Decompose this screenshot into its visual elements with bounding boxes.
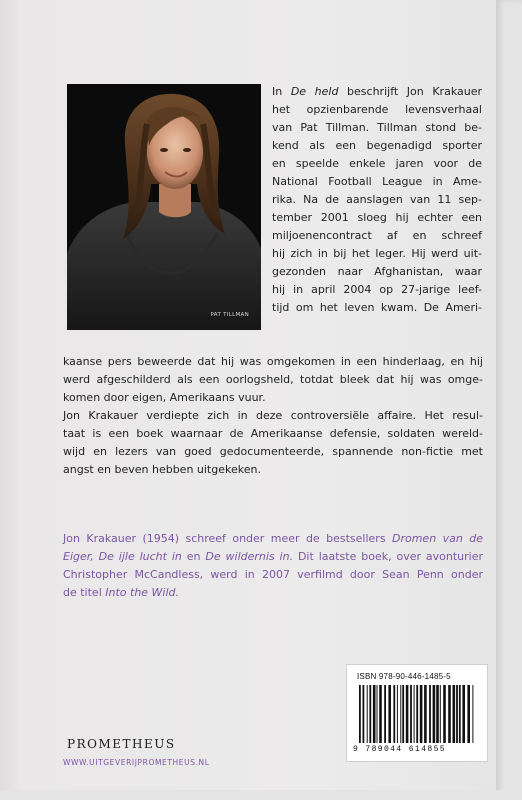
text-line: werd afgeschilderd als een oorlogsheld, totdat bleek dat hij was omge- — [63, 373, 483, 386]
text-line: taat is een boek waarnaar de Amerikaanse defensie, soldaten wereld- — [63, 427, 483, 440]
barcode-bar — [406, 685, 409, 743]
barcode-bar — [433, 685, 436, 743]
barcode-bar — [416, 685, 418, 743]
text-line: van Pat Tillman. Tillman stond be- — [272, 121, 482, 134]
barcode-bar — [359, 685, 361, 743]
text-line: National Football League in Ame- — [272, 175, 482, 188]
intro-paragraph-full-width — [63, 353, 483, 479]
barcode-bar — [459, 685, 461, 743]
author-line: Eiger, De ijle lucht in en De wildernis in. Dit laatste boek, over avonturier — [63, 550, 483, 563]
barcode-bar — [397, 685, 398, 743]
text-line: hij in april 2004 op 27-jarige leef- — [272, 283, 482, 296]
barcode-box — [346, 664, 488, 762]
barcode-bar — [377, 685, 378, 743]
portrait-illustration — [67, 84, 261, 330]
barcode-bar — [424, 685, 427, 743]
barcode-bar — [456, 685, 458, 743]
text-line: tijd om het leven kwam. De Ameri- — [272, 301, 482, 314]
barcode-bar — [400, 685, 401, 743]
barcode-bar — [420, 685, 423, 743]
text-line: hij zich in bij het leger. Hij werd uit- — [272, 247, 482, 260]
barcode-bar — [467, 685, 470, 743]
barcode-bar — [388, 685, 391, 743]
publisher-logo: PROMETHEUS — [67, 737, 176, 751]
barcode-bar — [472, 685, 473, 743]
barcode-bar — [448, 685, 451, 743]
author-bio — [63, 530, 483, 602]
text-line: en speelde enkele jaren voor de — [272, 157, 482, 170]
barcode-bar — [410, 685, 412, 743]
text-line: tember 2001 sloeg hij echter een — [272, 211, 482, 224]
barcode-number: 9 789044 614855 — [353, 745, 447, 754]
barcode-bar — [429, 685, 431, 743]
barcode-bar — [440, 685, 441, 743]
barcode-bar — [384, 685, 386, 743]
text-line: Jon Krakauer verdiepte zich in deze controversiële affaire. Het resul- — [63, 409, 483, 422]
text-line: miljoenencontract af en schreef — [272, 229, 482, 242]
text-line: angst en beven hebben uitgekeken. — [63, 463, 261, 476]
text-line: gezonden naar Afghanistan, waar — [272, 265, 482, 278]
author-subject-photo — [67, 84, 261, 330]
intro-paragraph-right-column — [272, 83, 482, 317]
barcode-bar — [373, 685, 376, 743]
page-edges-bottom — [0, 790, 522, 800]
text-line: kaanse pers beweerde dat hij was omgekomen in een hinderlaag, en hij — [63, 355, 483, 368]
photo-caption: PAT TILLMAN — [210, 312, 249, 318]
barcode-bar — [453, 685, 456, 743]
publisher-website: WWW.UITGEVERIJPROMETHEUS.NL — [63, 758, 210, 767]
author-line: Christopher McCandless, werd in 2007 verfilmd door Sean Penn onder — [63, 568, 483, 581]
barcode-bar — [379, 685, 382, 743]
barcode-bars — [359, 685, 475, 743]
barcode-bar — [369, 685, 371, 743]
barcode-bar — [363, 685, 365, 743]
isbn-label: ISBN 978-90-446-1485-5 — [357, 672, 451, 681]
text-line: het opzienbarende levensverhaal — [272, 103, 482, 116]
author-line: de titel Into the Wild. — [63, 586, 180, 599]
text-line: komen door eigen, Amerikaans vuur. — [63, 391, 266, 404]
text-line: wijd en lezers van goed gedocumenteerde, spannende non-fictie met — [63, 445, 483, 458]
barcode-bar — [414, 685, 415, 743]
text-line: kend als een begenadigd sporter — [272, 139, 482, 152]
page-edges — [496, 0, 522, 800]
barcode-bar — [367, 685, 368, 743]
barcode-bar — [436, 685, 439, 743]
barcode-bar — [443, 685, 446, 743]
author-line: Jon Krakauer (1954) schreef onder meer de bestsellers Dromen van de — [63, 532, 483, 545]
text-line: rika. Na de aanslagen van 11 sep- — [272, 193, 482, 206]
barcode-bar — [393, 685, 395, 743]
barcode-bar — [402, 685, 404, 743]
text-line: In De held beschrijft Jon Krakauer — [272, 85, 482, 98]
barcode-bar — [462, 685, 465, 743]
